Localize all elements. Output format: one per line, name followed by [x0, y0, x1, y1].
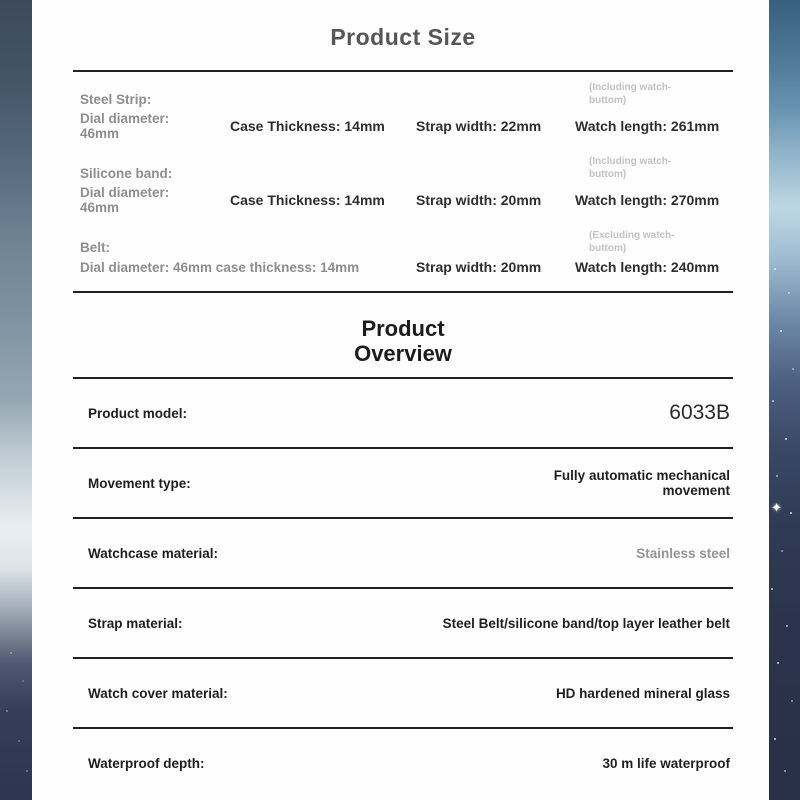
watch-length: Watch length: 261mm: [575, 118, 720, 134]
space-background-right: [768, 0, 800, 800]
variant-name: Steel Strip:: [80, 92, 152, 107]
product-overview-title: [73, 293, 733, 366]
spec-label: Watchcase material:: [88, 545, 219, 561]
spec-label: Product model:: [88, 405, 188, 421]
dial-diameter: Dial diameter: 46mm: [80, 111, 170, 141]
variant-name: Silicone band:: [80, 166, 173, 181]
strap-width: Strap width: 20mm: [416, 259, 542, 275]
variant-header: [73, 156, 733, 181]
product-size-title: Product Size: [330, 24, 476, 50]
spec-value: Stainless steel: [636, 545, 730, 561]
variant-header: [73, 82, 733, 107]
spec-value: 30 m life waterproof: [602, 755, 730, 771]
sparkle-star-icon: ✦: [771, 500, 782, 515]
dial-diameter-and-case-thickness: Dial diameter: 46mm case thickness: 14mm: [80, 259, 360, 275]
spec-value: 6033B: [669, 401, 730, 424]
overview-title-line2: Overview: [354, 341, 452, 366]
case-thickness: Case Thickness: 14mm: [230, 118, 385, 134]
overview-row-movement-type: [73, 449, 733, 517]
product-spec-card: [32, 0, 769, 800]
overview-title-line1: Product: [361, 316, 445, 341]
size-variant-belt: [73, 230, 733, 275]
variant-note: (Excluding watch-buttom): [589, 230, 675, 254]
case-thickness: Case Thickness: 14mm: [230, 192, 385, 208]
size-variant-steel-strip: [73, 82, 733, 141]
spec-label: Strap material:: [88, 615, 183, 631]
overview-row-waterproof-depth: [73, 729, 733, 797]
size-variant-silicone-band: [73, 156, 733, 215]
spec-value: Fully automatic mechanical movement: [553, 468, 730, 498]
overview-row-strap-material: [73, 589, 733, 657]
variant-note: (Including watch-buttom): [589, 82, 672, 106]
card-content: [73, 0, 733, 797]
overview-row-watch-cover-material: [73, 659, 733, 727]
space-background-left: [0, 0, 33, 800]
variant-header: [73, 230, 733, 255]
spec-label: Movement type:: [88, 475, 191, 491]
variant-measurements: [73, 111, 733, 141]
overview-row-watchcase-material: [73, 519, 733, 587]
watch-length: Watch length: 270mm: [575, 192, 720, 208]
strap-width: Strap width: 22mm: [416, 118, 542, 134]
spec-label: Waterproof depth:: [88, 755, 205, 771]
strap-width: Strap width: 20mm: [416, 192, 542, 208]
spec-label: Watch cover material:: [88, 685, 228, 701]
overview-row-product-model: [73, 379, 733, 447]
variant-name: Belt:: [80, 240, 110, 255]
starfield-left: [0, 640, 2, 642]
variant-measurements: [73, 185, 733, 215]
product-size-table: [73, 72, 733, 291]
spec-value: HD hardened mineral glass: [555, 685, 730, 701]
variant-note: (Including watch-buttom): [589, 156, 672, 180]
watch-length: Watch length: 240mm: [575, 259, 720, 275]
spec-value: Steel Belt/silicone band/top layer leather belt: [442, 615, 730, 631]
variant-measurements: [73, 259, 733, 275]
dial-diameter: Dial diameter: 46mm: [80, 185, 170, 215]
